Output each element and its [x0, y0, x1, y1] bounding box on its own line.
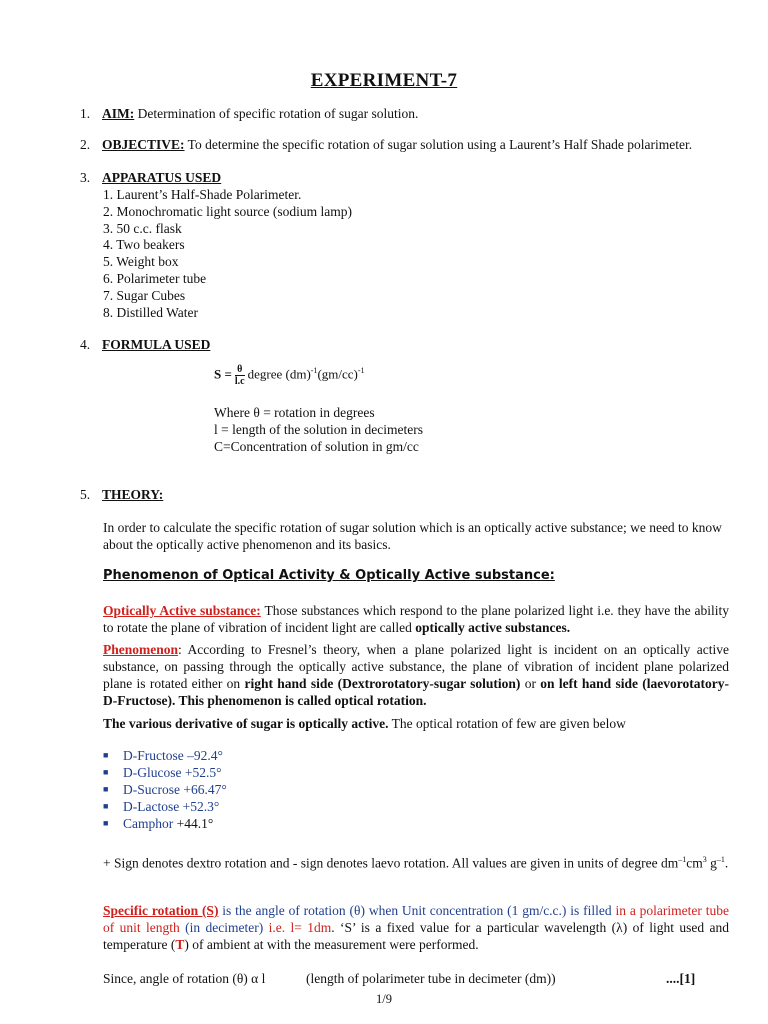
apparatus-item: 4. Two beakers — [103, 237, 185, 253]
rotation-value: +52.3° — [179, 799, 220, 814]
formula-lhs: S = — [214, 366, 232, 382]
rotation-name: D-Fructose — [123, 748, 184, 763]
phenomenon-bold-left: on left hand side (laevorotatory- D-Fructose). This phenomenon is called optical rotation. — [103, 676, 729, 708]
rotation-name: Camphor — [123, 816, 174, 831]
aim-number: 1. — [80, 106, 91, 121]
aim-label: AIM: — [102, 106, 135, 121]
formula-denominator: l.c — [234, 376, 245, 387]
sign-note-exp: –1 — [678, 855, 687, 864]
formula-units: degree (dm) — [247, 366, 311, 382]
oas-bold: optically active substances. — [415, 620, 571, 635]
bullet-icon: ■ — [103, 801, 109, 811]
formula-where-line: Where θ = rotation in degrees — [214, 405, 375, 420]
apparatus-item: 3. 50 c.c. flask — [103, 220, 182, 236]
rotation-name: D-Sucrose — [123, 782, 180, 797]
sr-text-7: ) of ambient at with the measurement were performed. — [184, 937, 479, 952]
rotation-value: +52.5° — [181, 765, 222, 780]
rotation-item — [103, 815, 227, 832]
apparatus-number: 3. — [80, 170, 91, 185]
formula-where-line: C=Concentration of solution in gm/cc — [214, 438, 419, 454]
theory-intro: In order to calculate the specific rotation of sugar solution which is an optically active substance; we need to know about the optically active phenomenon and its basics. — [103, 520, 722, 552]
derivative-bold: The various derivative of sugar is optically active. — [103, 716, 389, 731]
rotation-item — [103, 798, 227, 815]
oas-label: Optically Active substance: — [103, 603, 261, 618]
sr-text-1: is the angle of rotation (θ) when Unit concentration (1 gm/c.c.) is filled — [218, 903, 616, 918]
apparatus-item: 6. Polarimeter tube — [103, 270, 207, 286]
phenomenon-text: : According to Fresnel’s theory, when a plane polarized light is incident on an optically active substance, on passing through the optically active substance, the plane of vibration of incident plane polarized plane is rotated either on — [103, 642, 729, 691]
objective-number: 2. — [80, 137, 91, 152]
formula-where-line: l = length of the solution in decimeters — [214, 421, 423, 437]
phenomenon-label: Phenomenon — [103, 642, 179, 657]
rotation-value: +44.1° — [173, 816, 214, 831]
sign-note-exp: 3 — [702, 855, 707, 864]
sign-note-end: . — [724, 855, 729, 871]
sign-note-cm: cm — [686, 855, 703, 871]
formula-equation — [214, 364, 365, 387]
formula-number: 4. — [80, 337, 91, 352]
theory-number: 5. — [80, 487, 91, 502]
sign-note — [103, 851, 729, 872]
formula-units-exp: -1 — [357, 366, 365, 376]
formula-fraction — [235, 364, 245, 387]
apparatus-item: 8. Distilled Water — [103, 304, 199, 320]
phenomenon-or: or — [520, 676, 541, 691]
page-title: EXPERIMENT-7 — [310, 70, 458, 91]
page-number: 1/9 — [376, 992, 392, 1006]
sign-note-text: + Sign denotes dextro rotation and - sign denotes laevo rotation. All values are given in units of degree dm — [103, 855, 679, 871]
rotation-list — [103, 747, 227, 832]
theory-subheading: Phenomenon of Optical Activity & Optically Active substance: — [103, 568, 555, 583]
rotation-name: D-Glucose — [123, 765, 182, 780]
formula-label: FORMULA USED — [102, 337, 211, 352]
since-line-b: (length of polarimeter tube in decimeter (dm)) — [306, 971, 556, 986]
bullet-icon: ■ — [103, 784, 109, 794]
sr-text-5: . ‘S’ is a fixed value for a particular wavelength (λ) of light used and temperature ( — [103, 920, 729, 952]
derivative-line — [103, 715, 729, 732]
apparatus-label: APPARATUS USED — [102, 170, 222, 185]
since-line-a: Since, angle of rotation (θ) α l — [103, 971, 266, 986]
bullet-icon: ■ — [103, 750, 109, 760]
sr-text-4: i.e. l= 1dm — [268, 920, 332, 935]
rotation-item — [103, 781, 227, 798]
formula-where-list — [214, 405, 423, 455]
objective-section — [80, 137, 692, 153]
rotation-value: +66.47° — [180, 782, 227, 797]
apparatus-list — [103, 187, 352, 321]
objective-label: OBJECTIVE: — [102, 137, 185, 152]
aim-section — [80, 106, 418, 122]
apparatus-item: 2. Monochromatic light source (sodium lamp) — [103, 203, 352, 219]
sign-note-g: g — [706, 855, 717, 871]
objective-text: To determine the specific rotation of sugar solution using a Laurent’s Half Shade polarimeter. — [184, 137, 693, 152]
theory-label: THEORY: — [102, 487, 164, 502]
rotation-name: D-Lactose — [123, 799, 180, 814]
formula-numerator: θ — [235, 364, 245, 376]
rotation-item — [103, 747, 227, 764]
formula-units-exp: -1 — [310, 366, 318, 376]
apparatus-item: 5. Weight box — [103, 254, 179, 270]
theory-heading — [80, 487, 163, 503]
rotation-value: –92.4° — [183, 748, 223, 763]
optically-active-paragraph — [103, 602, 729, 636]
formula-units-mid: (gm/cc) — [317, 366, 358, 382]
rotation-item — [103, 764, 227, 781]
apparatus-item: 7. Sugar Cubes — [103, 287, 186, 303]
sign-note-exp: –1 — [716, 855, 725, 864]
sr-text-2: in a polarimeter tube of unit length — [103, 903, 729, 935]
sr-text-3: (in decimeter) — [179, 920, 269, 935]
sr-label: Specific rotation (S) — [103, 903, 219, 918]
bullet-icon: ■ — [103, 767, 109, 777]
apparatus-item: 1. Laurent’s Half-Shade Polarimeter. — [103, 187, 302, 202]
oas-text: Those substances which respond to the plane polarized light i.e. they have the ability to rotate the plane of vibration of incident light are called — [103, 603, 729, 635]
aim-text: Determination of specific rotation of sugar solution. — [134, 106, 419, 121]
formula-heading — [80, 337, 210, 353]
equation-ref: ....[1] — [666, 971, 696, 986]
apparatus-heading — [80, 170, 221, 186]
derivative-text: The optical rotation of few are given below — [388, 716, 626, 731]
phenomenon-paragraph — [103, 641, 729, 709]
specific-rotation-paragraph — [103, 902, 729, 953]
sr-text-6: T — [175, 937, 185, 952]
phenomenon-bold-right: right hand side (Dextrorotatory-sugar solution) — [244, 676, 521, 691]
bullet-icon: ■ — [103, 818, 109, 828]
